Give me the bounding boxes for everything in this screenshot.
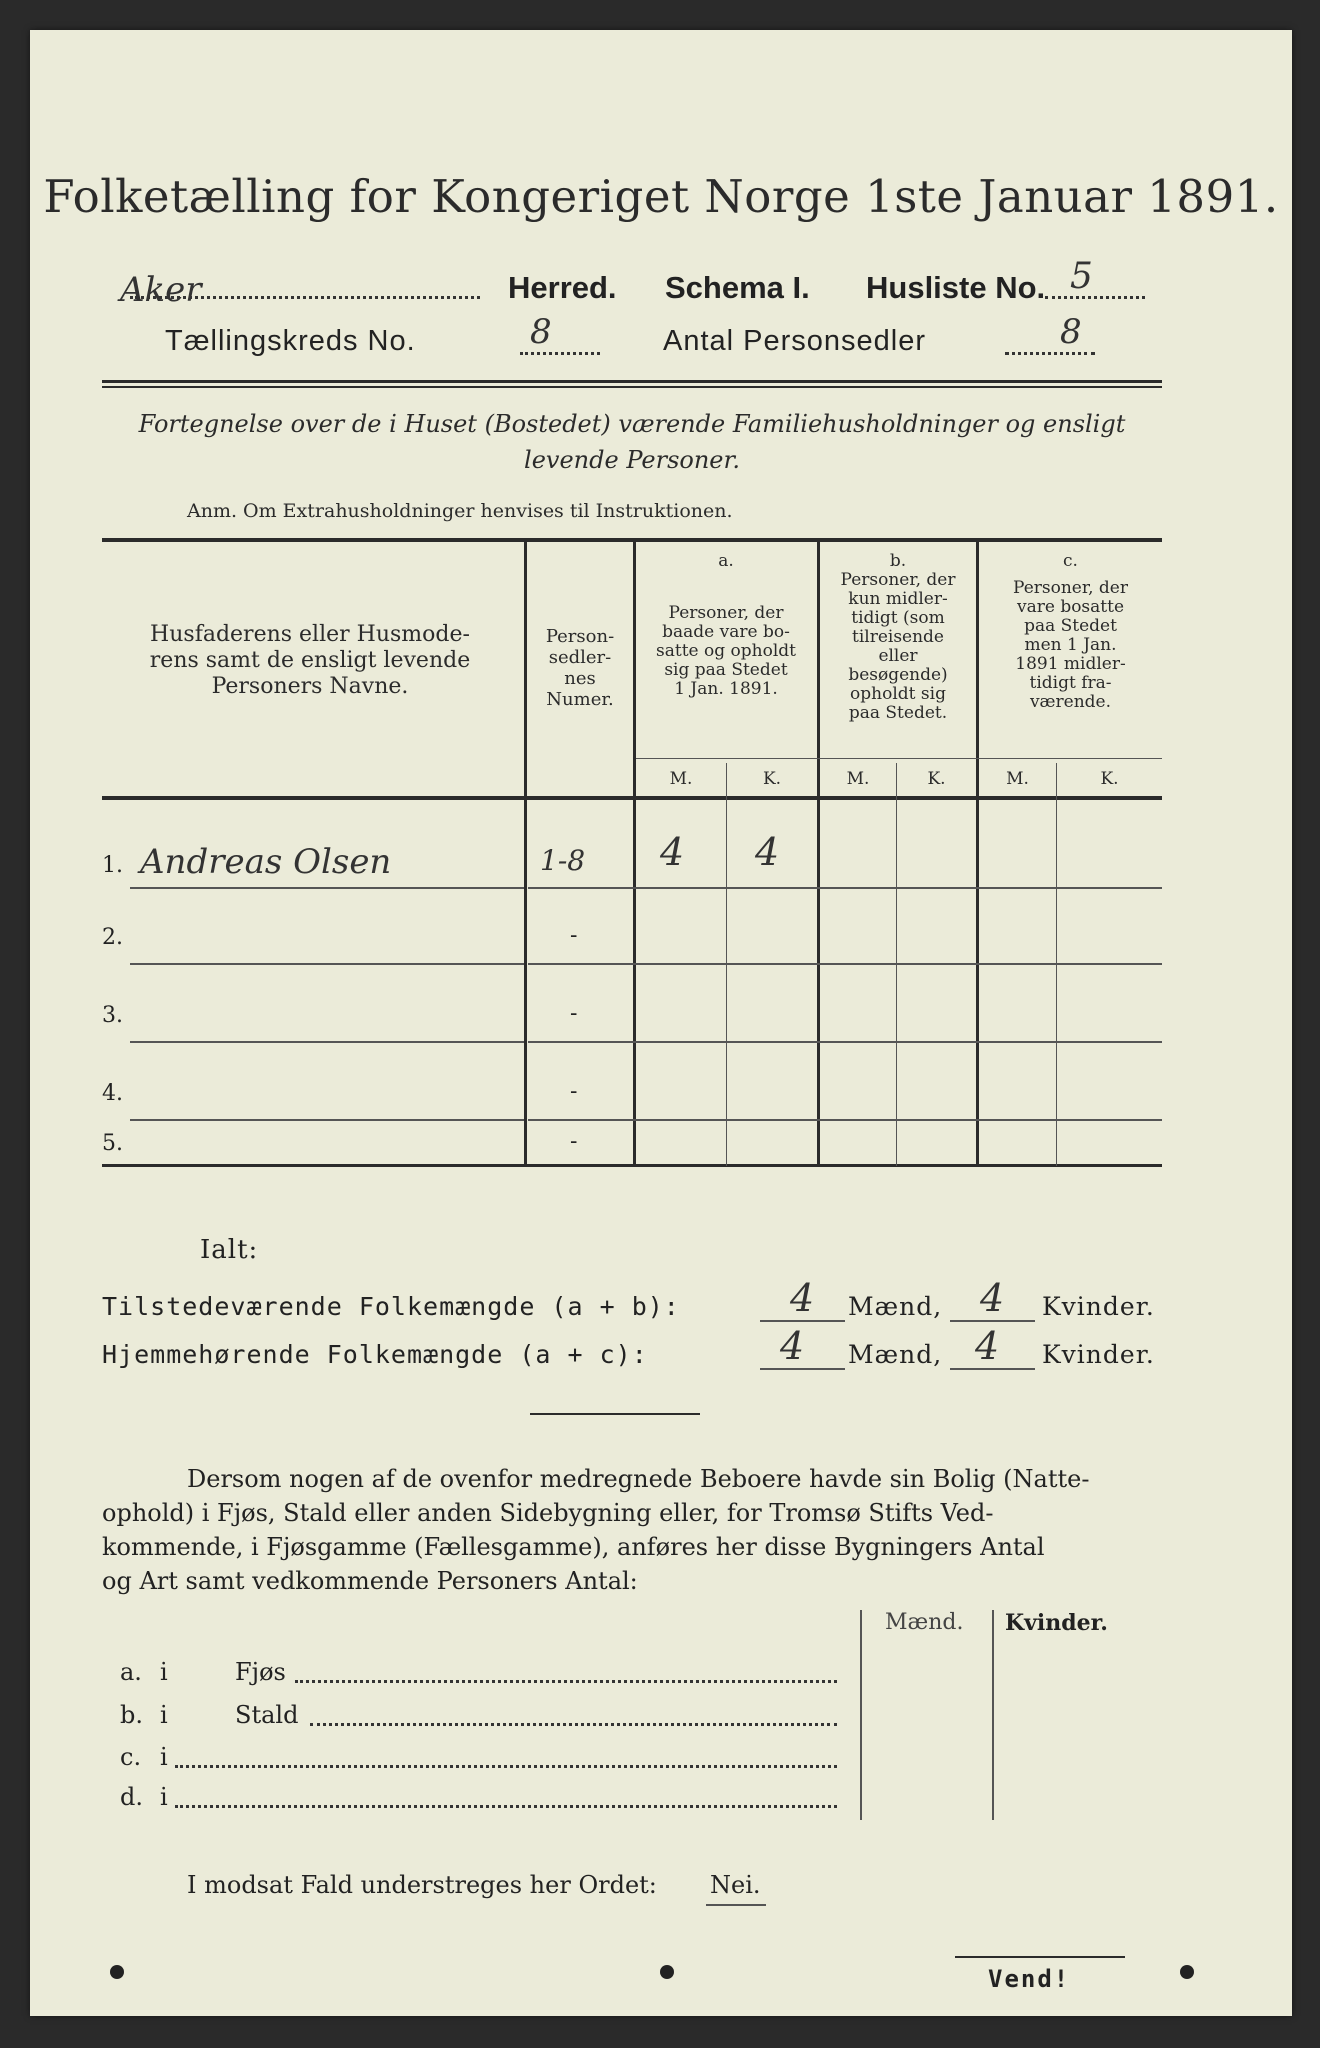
col-header-name: Husfaderens eller Husmode- rens samt de ensligt levende Personers Navne.: [149, 622, 471, 699]
total-line2-k: 4: [975, 1324, 1000, 1368]
building-a-dots: [295, 1680, 837, 1683]
binding-hole-center: [660, 1965, 674, 1979]
modsat-underline: [706, 1904, 766, 1906]
header-rule-bottom: [102, 386, 1162, 388]
row-2-sedler: -: [570, 923, 578, 948]
row-1-sedler: 1-8: [540, 844, 586, 877]
row-4-num: 4.: [102, 1081, 123, 1106]
herred-value: Aker: [120, 270, 202, 310]
total-line1-k-line: [950, 1320, 1035, 1322]
husliste-label: Husliste No.: [866, 270, 1046, 305]
row-4-line-right: [528, 1119, 1162, 1121]
a-m-label: M.: [669, 769, 693, 789]
binding-hole-left: [110, 1965, 124, 1979]
herred-label: Herred.: [508, 270, 617, 305]
subtitle-line2: levende Personer.: [524, 446, 740, 474]
row-4-sedler: -: [570, 1079, 578, 1104]
total-line1-maend: Mænd,: [848, 1292, 943, 1321]
col-header-a-text: Personer, der baade vare bo- satte og opholdt sig paa Stedet 1 Jan. 1891.: [656, 603, 796, 699]
personsedler-value: 8: [1060, 312, 1082, 352]
row-5-num: 5.: [102, 1131, 123, 1156]
table-top-rule: [102, 538, 1162, 542]
row-1-line-right: [528, 887, 1162, 889]
building-d-i: i: [160, 1783, 168, 1811]
buildings-kvinder-header: Kvinder.: [1005, 1610, 1108, 1636]
section-separator: [530, 1413, 700, 1415]
vend-text: Vend!: [988, 1965, 1071, 1993]
building-b-dots: [310, 1723, 837, 1726]
buildings-divider-2: [992, 1610, 994, 1820]
row-1-name: Andreas Olsen: [140, 842, 392, 882]
total-line1-label: Tilstedeværende Folkemængde (a + b):: [102, 1292, 680, 1321]
table-header-rule: [102, 796, 1162, 800]
building-a-i: i: [160, 1658, 168, 1686]
c-m-label: M.: [1006, 769, 1029, 789]
building-b-i: i: [160, 1701, 168, 1729]
building-d-letter: d.: [120, 1783, 143, 1811]
row-3-line-right: [528, 1041, 1162, 1043]
b-m-label: M.: [846, 769, 870, 789]
husliste-dots: [1045, 296, 1145, 299]
row-1-am: 4: [660, 830, 685, 874]
total-line1-kvinder: Kvinder.: [1042, 1292, 1155, 1321]
building-c-i: i: [160, 1743, 168, 1771]
a-k-label: K.: [762, 769, 782, 789]
building-a-label: Fjøs: [235, 1658, 286, 1686]
ialt-label: Ialt:: [200, 1235, 259, 1265]
total-line2-label: Hjemmehørende Folkemængde (a + c):: [102, 1340, 648, 1369]
modsat-word: Nei.: [710, 1871, 761, 1899]
subtitle-line1: Fortegnelse over de i Huset (Bostedet) værende Familiehusholdninger og ensligt: [138, 410, 1126, 438]
building-c-letter: c.: [120, 1743, 142, 1771]
total-line2-m: 4: [780, 1324, 805, 1368]
row-3-sedler: -: [570, 1001, 578, 1026]
c-k-label: K.: [1100, 769, 1119, 789]
herred-dots: [130, 296, 480, 299]
schema-label: Schema I.: [665, 270, 810, 305]
form-title: Folketælling for Kongeriget Norge 1ste Januar 1891.: [43, 170, 1279, 223]
col-header-a: a.: [718, 551, 734, 571]
binding-hole-right: [1180, 1965, 1194, 1979]
building-d-dots: [175, 1805, 837, 1808]
row-1-ak: 4: [755, 830, 780, 874]
col-header-b: b. Personer, der kun midler- tidigt (som tilreisende eller besøgende) opholdt sig paa Stedet.: [840, 551, 956, 723]
row-2-line-right: [528, 963, 1162, 965]
kreds-dots: [520, 352, 600, 355]
total-line1-m-line: [760, 1320, 845, 1322]
total-line1-m: 4: [790, 1276, 815, 1320]
mk-subheader-line: [636, 758, 1162, 759]
note-text: Anm. Om Extrahusholdninger henvises til Instruktionen.: [187, 500, 733, 522]
census-form-page: [30, 30, 1292, 2016]
total-line2-maend: Mænd,: [848, 1340, 943, 1369]
building-c-dots: [175, 1765, 837, 1768]
personsedler-dots: [1005, 352, 1095, 355]
building-a-letter: a.: [120, 1658, 142, 1686]
row-1-line: [130, 887, 524, 889]
kreds-value: 8: [530, 312, 552, 352]
row-3-line: [130, 1041, 524, 1043]
row-1-num: 1.: [102, 853, 123, 878]
row-2-num: 2.: [102, 925, 123, 950]
row-4-line: [130, 1119, 524, 1121]
building-b-label: Stald: [235, 1701, 299, 1729]
modsat-text: I modsat Fald understreges her Ordet:: [187, 1871, 657, 1899]
table-bottom-rule: [102, 1164, 1162, 1167]
total-line2-m-line: [760, 1368, 845, 1370]
total-line2-k-line: [950, 1368, 1035, 1370]
building-b-letter: b.: [120, 1701, 143, 1729]
buildings-maend-header: Mænd.: [885, 1610, 964, 1635]
b-k-label: K.: [927, 769, 946, 789]
col-line-1: [524, 542, 527, 1166]
row-3-num: 3.: [102, 1003, 123, 1028]
header-rule-top: [102, 380, 1162, 383]
col-header-number: Person- sedler- nes Numer.: [545, 626, 615, 710]
buildings-divider-1: [860, 1610, 862, 1820]
row-2-line: [130, 963, 524, 965]
kreds-label: Tællingskreds No.: [165, 325, 416, 357]
total-line2-kvinder: Kvinder.: [1042, 1340, 1155, 1369]
col-header-c: c. Personer, der vare bosatte paa Stedet men 1 Jan. 1891 midler- tidigt fra- værende.: [1013, 551, 1128, 712]
personsedler-label: Antal Personsedler: [663, 325, 927, 357]
vend-rule: [955, 1956, 1125, 1958]
paragraph-text: Dersom nogen af de ovenfor medregnede Beboere havde sin Bolig (Natte- ophold) i Fjøs, Stald eller anden Sidebygning eller, for Tromsø Stifts Ved- kommende, i Fjøsgamme (Fællesgamme), anføres her disse Bygningers Antal og Art samt vedkommende Personers Antal:: [102, 1465, 1090, 1595]
row-5-sedler: -: [570, 1129, 578, 1154]
total-line1-k: 4: [980, 1276, 1005, 1320]
husliste-value: 5: [1070, 256, 1093, 297]
